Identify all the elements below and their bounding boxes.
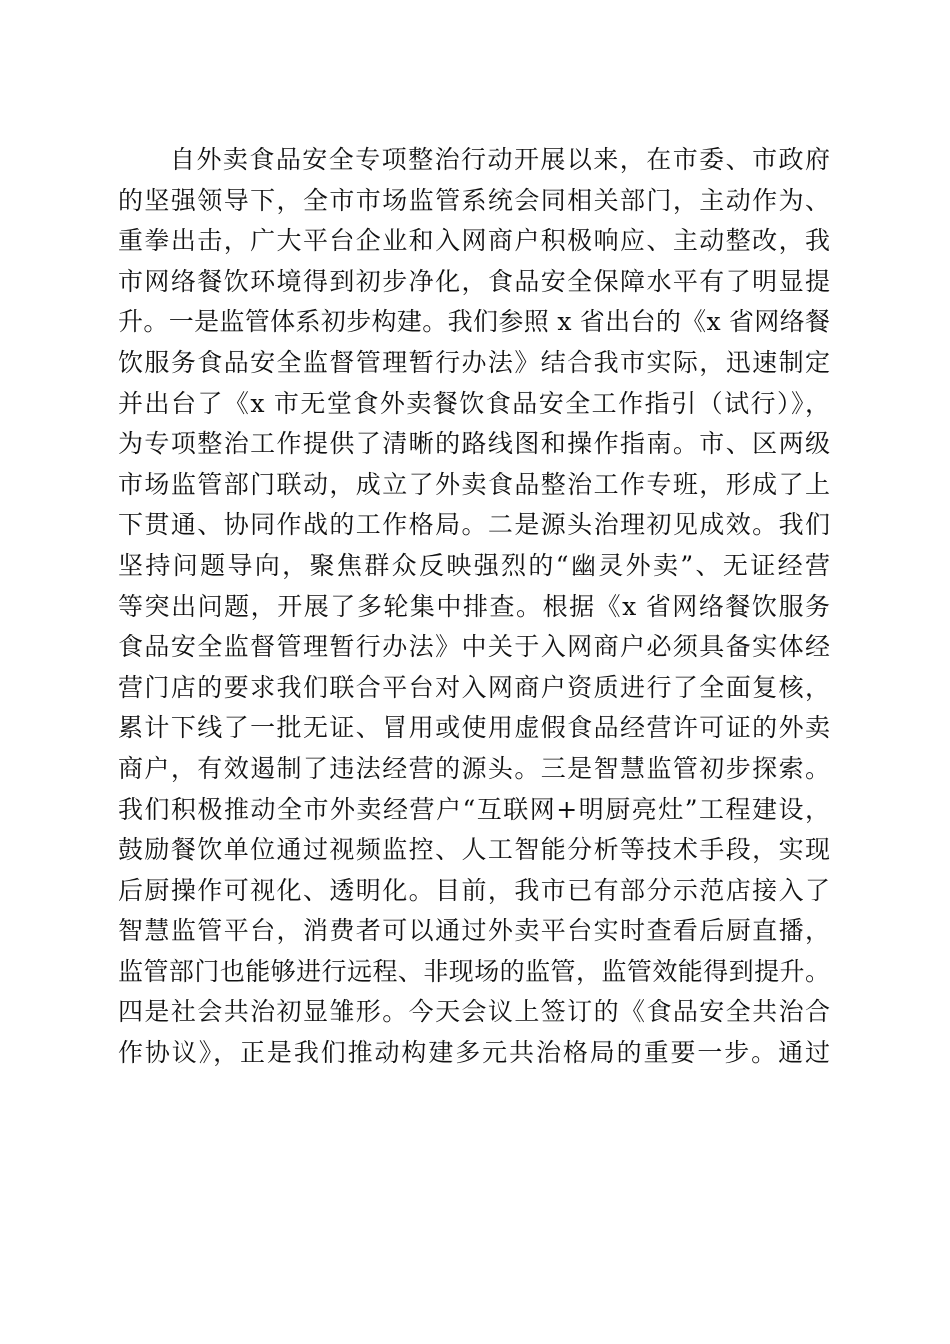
paragraph-line-3: 重拳出击，广大平台企业和入网商户积极响应、主动整改，我 <box>118 226 830 256</box>
paragraph-line-17: 我们积极推动全市外卖经营户“互联网+明厨亮灶”工程建设， <box>118 794 830 824</box>
paragraph-line-16: 商户，有效遏制了违法经营的源头。三是智慧监管初步探索。 <box>118 753 830 783</box>
paragraph-line-2: 的坚强领导下，全市市场监管系统会同相关部门，主动作为、 <box>118 185 830 215</box>
body-paragraph <box>118 140 830 1074</box>
paragraph-line-4: 市网络餐饮环境得到初步净化，食品安全保障水平有了明显提 <box>118 266 830 296</box>
paragraph-line-9: 市场监管部门联动，成立了外卖食品整治工作专班，形成了上 <box>118 469 830 499</box>
paragraph-line-21: 监管部门也能够进行远程、非现场的监管，监管效能得到提升。 <box>118 956 830 986</box>
paragraph-line-5: 升。一是监管体系初步构建。我们参照 x 省出台的《x 省网络餐 <box>118 307 830 337</box>
paragraph-line-22: 四是社会共治初显雏形。今天会议上签订的《食品安全共治合 <box>118 997 830 1027</box>
paragraph-line-6: 饮服务食品安全监督管理暂行办法》结合我市实际，迅速制定 <box>118 347 830 377</box>
paragraph-line-10: 下贯通、协同作战的工作格局。二是源头治理初见成效。我们 <box>118 510 830 540</box>
paragraph-line-11: 坚持问题导向，聚焦群众反映强烈的“幽灵外卖”、无证经营 <box>118 550 830 580</box>
paragraph-line-7: 并出台了《x 市无堂食外卖餐饮食品安全工作指引（试行）》， <box>118 388 830 418</box>
paragraph-line-12: 等突出问题，开展了多轮集中排查。根据《x 省网络餐饮服务 <box>118 591 830 621</box>
paragraph-line-15: 累计下线了一批无证、冒用或使用虚假食品经营许可证的外卖 <box>118 713 830 743</box>
paragraph-line-1: 自外卖食品安全专项整治行动开展以来，在市委、市政府 <box>170 145 830 174</box>
paragraph-line-23: 作协议》，正是我们推动构建多元共治格局的重要一步。通过 <box>118 1038 830 1068</box>
paragraph-line-18: 鼓励餐饮单位通过视频监控、人工智能分析等技术手段，实现 <box>118 835 830 865</box>
paragraph-line-19: 后厨操作可视化、透明化。目前，我市已有部分示范店接入了 <box>118 875 830 905</box>
paragraph-line-8: 为专项整治工作提供了清晰的路线图和操作指南。市、区两级 <box>118 429 830 459</box>
paragraph-line-13: 食品安全监督管理暂行办法》中关于入网商户必须具备实体经 <box>118 632 830 662</box>
paragraph-line-20: 智慧监管平台，消费者可以通过外卖平台实时查看后厨直播， <box>118 916 830 946</box>
paragraph-line-14: 营门店的要求我们联合平台对入网商户资质进行了全面复核， <box>118 672 830 702</box>
